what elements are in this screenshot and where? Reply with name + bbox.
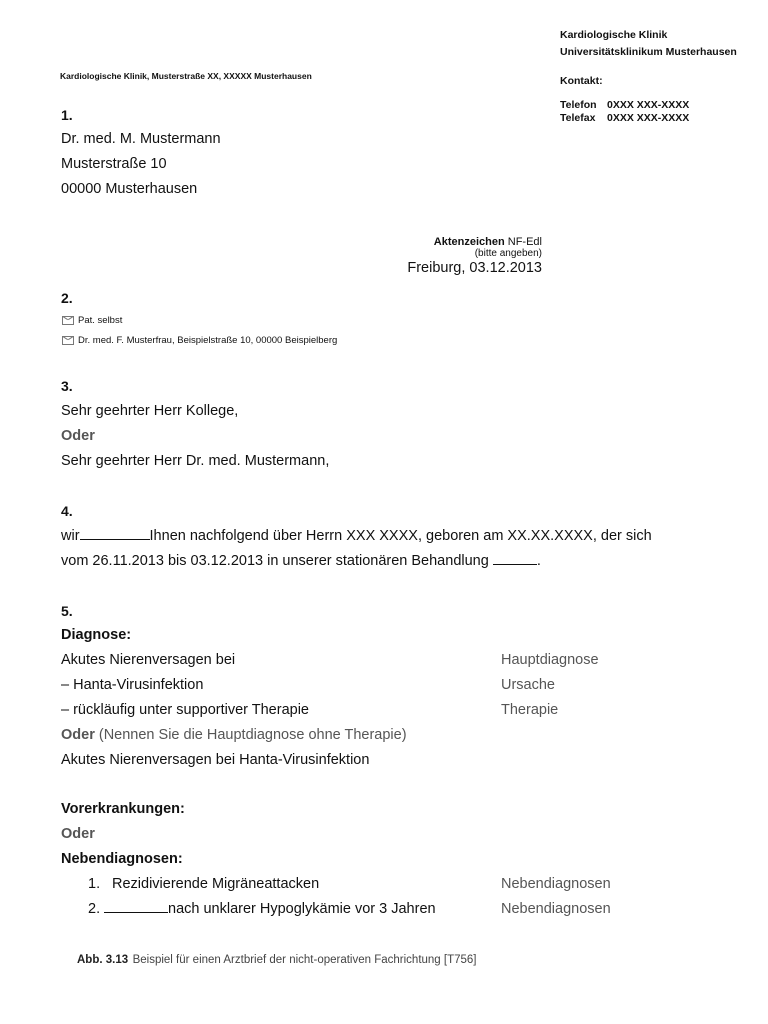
section-1-number: 1. [61,107,73,123]
kontakt-label: Kontakt: [560,75,603,87]
diagnosis-row-left: – Hanta-Virusinfektion [61,677,204,693]
diagnosis-row-right: Therapie [501,702,559,718]
clinic-name: Kardiologische Klinik [560,29,668,41]
vorerkrankungen-heading: Vorerkrankungen: [61,801,185,817]
aktenzeichen-note: (bitte angeben) [474,248,542,259]
blank-field [80,528,150,540]
section-3-number: 3. [61,378,73,394]
salutation-1: Sehr geehrter Herr Kollege, [61,403,239,419]
recipient-city: 00000 Musterhausen [61,181,198,197]
recipient-name: Dr. med. M. Mustermann [61,131,221,147]
place-date: Freiburg, 03.12.2013 [407,260,542,276]
diagnosis-row-right: Ursache [501,677,555,693]
list-item-2-content [104,901,436,917]
oder-note: (Nennen Sie die Hauptdiagnose ohne Therapie) [98,727,407,743]
copy-recipient-1-text: Pat. selbst [78,315,123,326]
diagnosis-row-right: Hauptdiagnose [501,652,599,668]
copy-recipient-1 [62,315,122,326]
alt-diagnosis: Akutes Nierenversagen bei Hanta-Virusinfektion [61,752,370,768]
envelope-icon [62,316,74,325]
list-item-text: Rezidivierende Migräneattacken [112,876,320,892]
telefon-label: Telefon [560,99,597,111]
aktenzeichen-label: Aktenzeichen [433,236,505,248]
oder-label: Oder [61,826,95,842]
section-4-number: 4. [61,503,73,519]
envelope-icon [62,336,74,345]
aktenzeichen [434,236,542,248]
copy-recipient-2 [62,335,337,346]
salutation-2: Sehr geehrter Herr Dr. med. Mustermann, [61,453,330,469]
oder-line [61,727,407,743]
intro-line-2 [61,553,541,569]
blank-field [493,553,537,565]
sender-line: Kardiologische Klinik, Musterstraße XX, XXXXX Musterhausen [60,71,312,81]
blank-field [104,901,168,913]
telefax-value: 0XXX XXX-XXXX [607,112,690,124]
diagnosis-row-left: – rückläufig unter supportiver Therapie [61,702,309,718]
list-item-category: Nebendiagnosen [501,901,611,917]
list-item-text: nach unklarer Hypoglykämie vor 3 Jahren [168,901,436,917]
caption-label: Abb. 3.13 [77,954,129,966]
list-item-number: 2. [88,901,101,917]
intro-line-2-end: . [536,553,541,569]
diagnosis-row-left: Akutes Nierenversagen bei [61,652,236,668]
section-5-number: 5. [61,603,73,619]
intro-line-1-start: wir [61,528,80,544]
aktenzeichen-value: NF-Edl [507,236,542,248]
diagnose-heading: Diagnose: [61,627,132,643]
section-2-number: 2. [61,290,73,306]
telefax-label: Telefax [560,112,596,124]
copy-recipient-2-text: Dr. med. F. Musterfrau, Beispielstraße 10, 00000 Beispielberg [78,335,338,346]
intro-line-1 [61,528,652,544]
telefon-value: 0XXX XXX-XXXX [607,99,690,111]
figure-caption [77,950,477,968]
university-name: Universitätsklinikum Musterhausen [560,46,737,58]
recipient-street: Musterstraße 10 [61,156,167,172]
oder-label: Oder [61,428,95,444]
list-item-number: 1. [88,876,101,892]
intro-line-1-rest: Ihnen nachfolgend über Herrn XXX XXXX, geboren am XX.XX.XXXX, der sich [149,528,652,544]
intro-line-2-start: vom 26.11.2013 bis 03.12.2013 in unserer stationären Behandlung [61,553,489,569]
nebendiagnosen-heading: Nebendiagnosen: [61,851,183,867]
oder-label: Oder [61,727,95,743]
caption-text: Beispiel für einen Arztbrief der nicht-operativen Fachrichtung [T756] [132,954,477,966]
list-item-category: Nebendiagnosen [501,876,611,892]
